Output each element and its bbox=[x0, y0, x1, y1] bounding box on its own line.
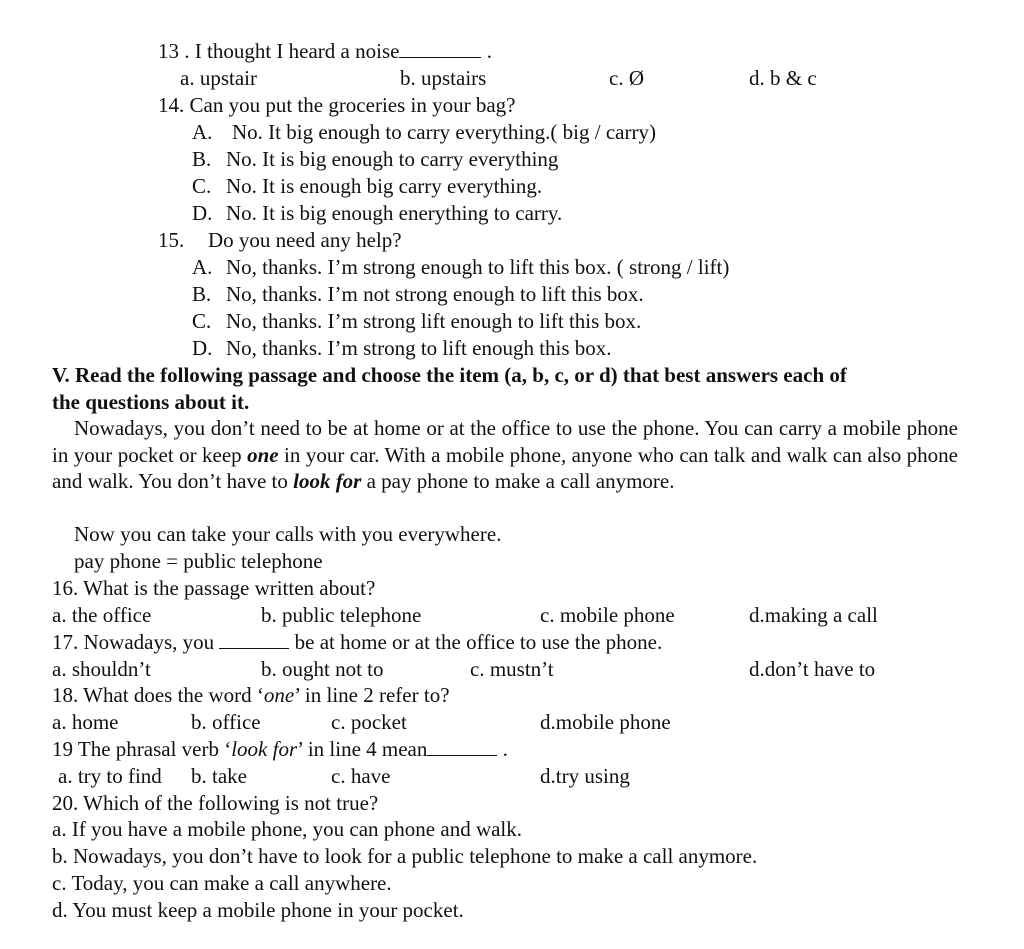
q17-stem: 17. Nowadays, you be at home or at the office to use the phone. bbox=[52, 630, 663, 654]
q18-option-c: c. pocket bbox=[331, 710, 407, 734]
q16-stem: 16. What is the passage written about? bbox=[52, 576, 376, 600]
q19-option-d: d.try using bbox=[540, 764, 630, 788]
passage-word-one: one bbox=[247, 442, 279, 467]
q13-option-a: a. upstair bbox=[180, 66, 257, 90]
q13-option-b: b. upstairs bbox=[400, 66, 487, 90]
q20-option-d: d. You must keep a mobile phone in your pocket. bbox=[52, 898, 464, 922]
q18-option-a: a. home bbox=[52, 710, 119, 734]
q19-stem: 19 The phrasal verb ‘look for’ in line 4 mean . bbox=[52, 737, 508, 761]
q17-option-d: d.don’t have to bbox=[749, 657, 876, 681]
q15-option-a: A. No, thanks. I’m strong enough to lift this box. ( strong / lift) bbox=[192, 255, 730, 279]
q15-option-c: C. No, thanks. I’m strong lift enough to lift this box. bbox=[192, 309, 642, 333]
q13-option-d: d. b & c bbox=[749, 66, 817, 90]
section-v-heading-cont: the questions about it. bbox=[52, 390, 250, 414]
q14-option-d: D. No. It is big enough enerything to carry. bbox=[192, 201, 563, 225]
passage-note: pay phone = public telephone bbox=[74, 549, 323, 573]
q13-option-c: c. Ø bbox=[609, 66, 644, 90]
q17-option-a: a. shouldn’t bbox=[52, 657, 151, 681]
q15-stem: 15. Do you need any help? bbox=[158, 228, 402, 252]
q14-option-c: C. No. It is enough big carry everything. bbox=[192, 174, 543, 198]
passage-phrase-look-for: look for bbox=[293, 469, 362, 494]
passage-paragraph-2: Now you can take your calls with you everywhere. bbox=[74, 522, 502, 546]
q16-option-b: b. public telephone bbox=[261, 603, 422, 627]
q20-stem: 20. Which of the following is not true? bbox=[52, 791, 379, 815]
q19-option-a: a. try to find bbox=[58, 764, 162, 788]
q19-blank bbox=[427, 737, 497, 756]
section-v-heading: V. Read the following passage and choose the item (a, b, c, or d) that best answers each of bbox=[52, 363, 847, 387]
q14-stem: 14. Can you put the groceries in your bag? bbox=[158, 93, 516, 117]
q16-option-d: d.making a call bbox=[749, 603, 878, 627]
q18-stem: 18. What does the word ‘one’ in line 2 refer to? bbox=[52, 683, 450, 707]
q17-option-b: b. ought not to bbox=[261, 657, 384, 681]
q17-option-c: c. mustn’t bbox=[470, 657, 554, 681]
q13-blank bbox=[399, 39, 481, 58]
q18-option-b: b. office bbox=[191, 710, 261, 734]
q15-option-b: B. No, thanks. I’m not strong enough to lift this box. bbox=[192, 282, 644, 306]
q17-blank bbox=[219, 630, 289, 649]
q19-option-b: b. take bbox=[191, 764, 247, 788]
q16-option-a: a. the office bbox=[52, 603, 152, 627]
q14-option-a: A. No. It big enough to carry everything.( big / carry) bbox=[192, 120, 656, 144]
q19-option-c: c. have bbox=[331, 764, 391, 788]
q15-option-d: D. No, thanks. I’m strong to lift enough this box. bbox=[192, 336, 612, 360]
q13-stem: 13 . I thought I heard a noise . bbox=[158, 39, 492, 63]
q16-option-c: c. mobile phone bbox=[540, 603, 675, 627]
passage-paragraph: Nowadays, you don’t need to be at home or at the office to use the phone. You can carry a mobile phone in your pocket or keep one in your car. With a mobile phone, anyone who can talk and walk can also phone and walk. You don’t have to look for a pay phone to make a call anymore. bbox=[52, 416, 958, 494]
q14-option-b: B. No. It is big enough to carry everything bbox=[192, 147, 559, 171]
q20-option-b: b. Nowadays, you don’t have to look for a public telephone to make a call anymore. bbox=[52, 844, 758, 868]
q20-option-c: c. Today, you can make a call anywhere. bbox=[52, 871, 392, 895]
q18-option-d: d.mobile phone bbox=[540, 710, 671, 734]
q20-option-a: a. If you have a mobile phone, you can phone and walk. bbox=[52, 817, 523, 841]
